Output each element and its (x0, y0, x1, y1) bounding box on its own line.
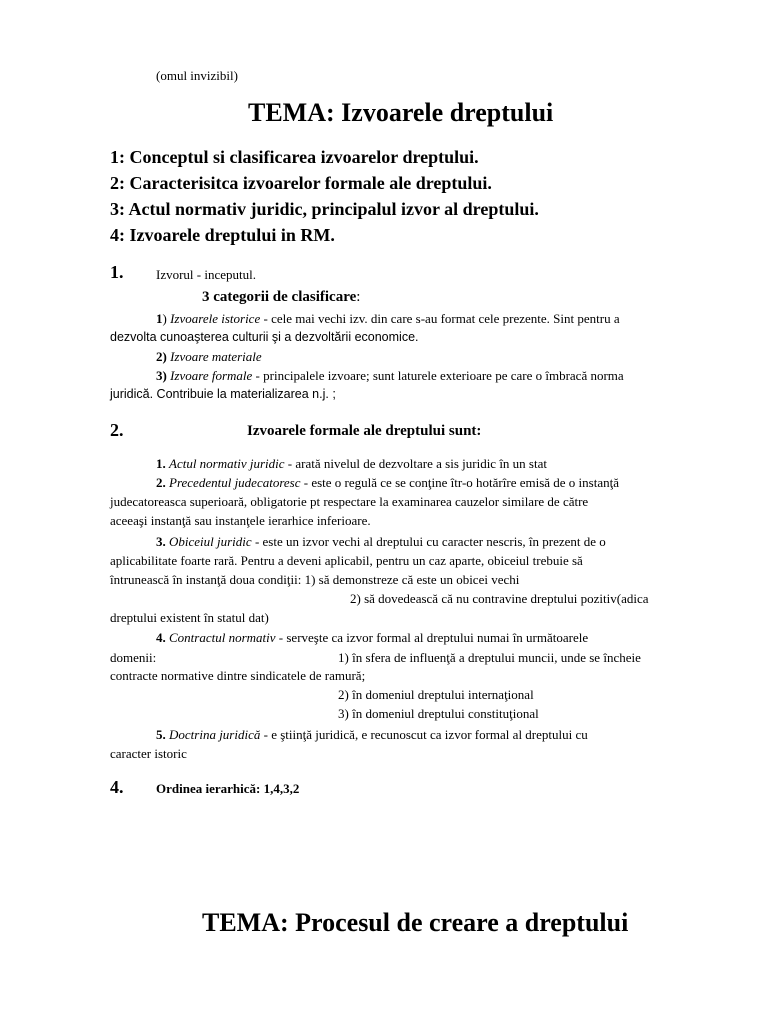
section-2-heading: Izvoarele formale ale dreptului sunt: (247, 423, 482, 439)
category-3-cont: juridică. Contribuie la materializarea n.j. ; (110, 387, 336, 401)
formal-source-4-line-3: contracte normative dintre sindicatele de ramură; (110, 668, 366, 683)
toc-item-4: 4: Izvoarele dreptului in RM. (110, 225, 335, 245)
formal-source-3-line-5: dreptului existent în statul dat) (110, 610, 269, 625)
formal-source-4-line-2b: 1) în sfera de influenţă a dreptului muncii, unde se încheie (338, 650, 641, 665)
category-2: 2) Izvoare materiale (156, 349, 262, 364)
formal-source-4: 4. Contractul normativ - serveşte ca izvor formal al dreptului numai în următoarele (156, 630, 589, 645)
toc-item-3: 3: Actul normativ juridic, principalul izvor al dreptului. (110, 199, 539, 219)
formal-source-3-line-2: aplicabilitate foarte rară. Pentru a deveni aplicabil, pentru un caz aparte, obiceiul trebuie să (110, 553, 583, 568)
formal-source-4-line-2a: domenii: (110, 650, 157, 665)
section-2-number: 2. (110, 420, 124, 440)
section-1-intro: Izvorul - inceputul. (156, 267, 256, 282)
category-1: 1) Izvoarele istorice - cele mai vechi izv. din care s-au format cele prezente. Sint pentru a (156, 311, 620, 326)
section-1-number: 1. (110, 262, 124, 282)
section-4-number: 4. (110, 777, 124, 797)
formal-source-3: 3. Obiceiul juridic - este un izvor vechi al dreptului cu caracter nescris, în prezent de o (156, 534, 606, 549)
formal-source-1: 1. Actul normativ juridic - arată nivelul de dezvoltare a sis juridic în un stat (156, 456, 547, 471)
toc-item-1: 1: Conceptul si clasificarea izvoarelor dreptului. (110, 147, 479, 167)
hierarchy-order: Ordinea ierarhică: 1,4,3,2 (156, 781, 300, 796)
page-title: TEMA: Izvoarele dreptului (248, 98, 554, 127)
formal-source-4-line-5: 3) în domeniul dreptului constituţional (338, 706, 539, 721)
category-1-cont: dezvolta cunoaşterea culturii şi a dezvoltării economice. (110, 330, 419, 344)
formal-source-5: 5. Doctrina juridică - e ştiinţă juridică, e recunoscut ca izvor formal al dreptului cu (156, 727, 588, 742)
formal-source-3-line-3: întrunească în instanţă doua condiţii: 1) să demonstreze că este un obicei vechi (110, 572, 520, 587)
header-note: (omul invizibil) (156, 68, 238, 83)
formal-source-2-line-2: judecatoreasca superioară, obligatorie pt respectare la examinarea cauzelor similare de către (110, 494, 589, 509)
formal-source-2: 2. Precedentul judecatoresc - este o regulă ce se conţine îtr-o hotărîre emisă de o instanţă (156, 475, 619, 490)
formal-source-3-line-4: 2) să dovedească că nu contravine dreptului pozitiv(adica (350, 591, 649, 606)
section-1-heading: 3 categorii de clasificare: (202, 289, 361, 305)
formal-source-2-line-3: aceeaşi instanţă sau instanţele ierarhice inferioare. (110, 513, 371, 528)
second-title: TEMA: Procesul de creare a dreptului (202, 908, 629, 937)
toc-item-2: 2: Caracterisitca izvoarelor formale ale dreptului. (110, 173, 492, 193)
category-3: 3) Izvoare formale - principalele izvoare; sunt laturele exterioare pe care o îmbracă norma (156, 368, 624, 383)
formal-source-5-line-2: caracter istoric (110, 746, 187, 761)
formal-source-4-line-4: 2) în domeniul dreptului internaţional (338, 687, 534, 702)
